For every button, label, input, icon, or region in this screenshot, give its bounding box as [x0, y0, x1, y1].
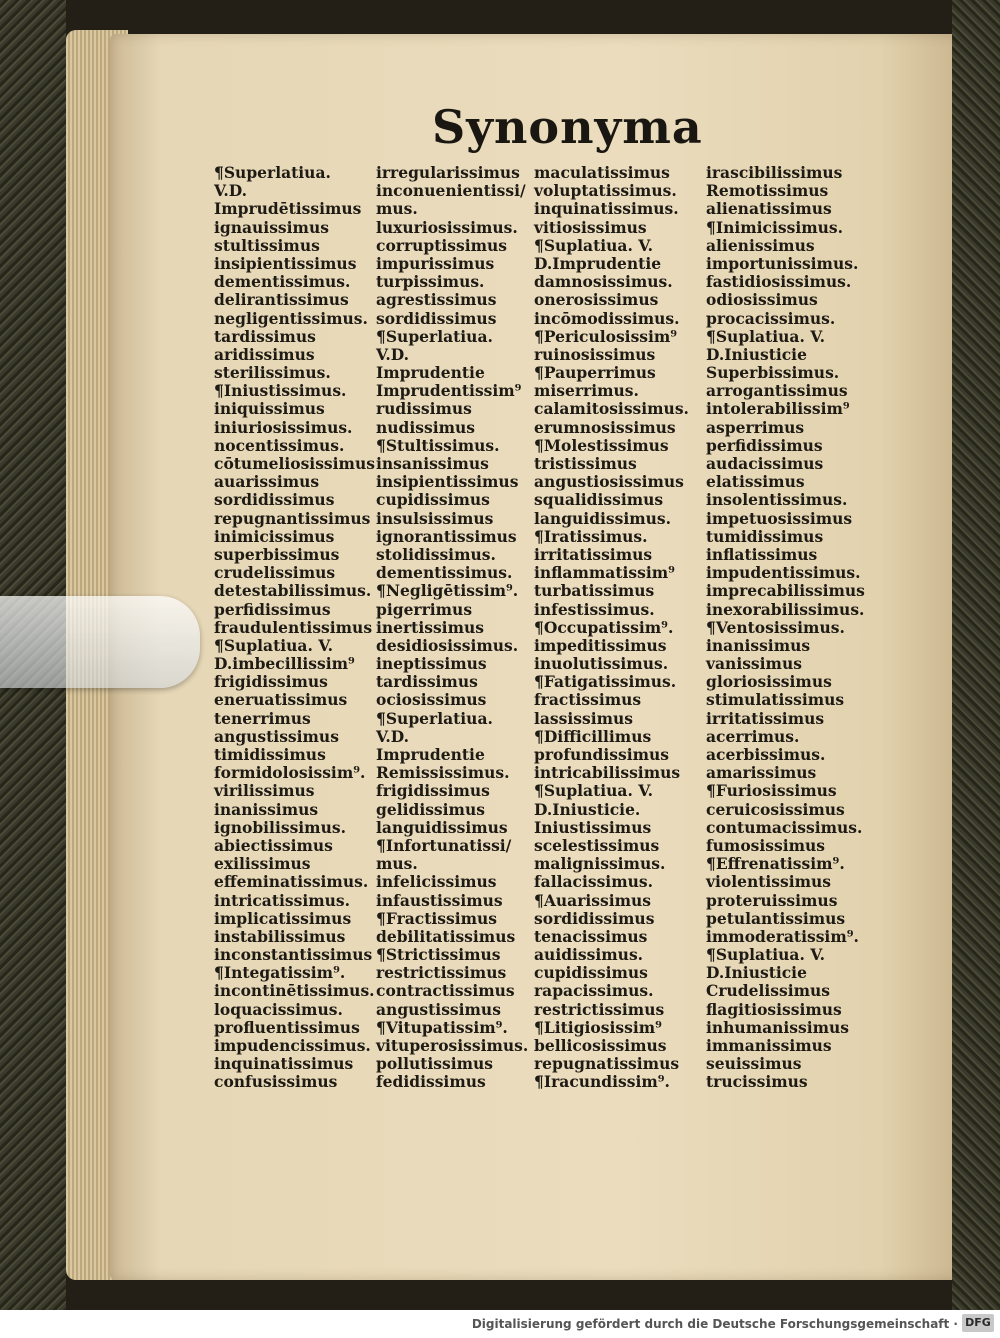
word-entry: proteruissimus	[706, 890, 838, 910]
word-entry: stolidissimus.	[376, 544, 496, 564]
word-entry: loquacissimus.	[214, 999, 343, 1019]
word-entry: odiosissimus	[706, 290, 818, 310]
word-entry: alienatissimus	[706, 199, 832, 219]
word-entry: tardissimus	[376, 672, 478, 692]
word-entry: cōtumeliosissimus	[214, 454, 375, 473]
word-entry: Superbissimus.	[706, 363, 840, 383]
word-entry: ¶Suplatiua. V.	[534, 235, 653, 255]
word-entry: erumnosissimus	[534, 417, 676, 437]
word-entry: lassissimus	[534, 708, 634, 728]
word-entry: squalidissimus	[534, 490, 664, 510]
word-entry: cupidissimus	[376, 490, 490, 510]
word-entry: Imprudentie	[376, 363, 485, 383]
word-entry: repugnatissimus	[534, 1054, 680, 1074]
word-entry: abiectissimus	[214, 835, 333, 855]
word-entry: incōmodissimus.	[534, 308, 680, 328]
word-entry: pollutissimus	[376, 1054, 494, 1074]
word-entry: nocentissimus.	[214, 435, 345, 455]
word-entry: ¶Periculosissim⁹	[534, 326, 678, 346]
word-entry: procacissimus.	[706, 308, 836, 328]
dfg-logo: DFG	[962, 1314, 994, 1332]
word-entry: ¶Stultissimus.	[376, 435, 500, 455]
word-entry: maculatissimus	[534, 163, 670, 182]
word-entry: ¶Difficillimus	[534, 726, 652, 746]
word-entry: impurissimus	[376, 253, 495, 273]
word-entry: fractissimus	[534, 690, 642, 710]
word-entry: ¶Fractissimus	[376, 908, 498, 928]
word-entry: irritatissimus	[534, 544, 653, 564]
word-entry: bellicosissimus	[534, 1036, 667, 1055]
word-entry: immanissimus	[706, 1036, 832, 1055]
word-entry: Remotissimus	[706, 181, 829, 201]
word-entry: vanissimus	[706, 654, 802, 674]
word-column-2	[376, 164, 528, 1092]
word-entry: perfidissimus	[214, 599, 331, 619]
word-entry: corruptissimus	[376, 235, 508, 255]
word-entry: inconstantissimus	[214, 945, 373, 965]
word-entry: Imprudentissim⁹	[376, 381, 522, 401]
word-entry: ¶Superlatiua.	[376, 326, 493, 346]
word-entry: miserrimus.	[534, 381, 639, 401]
word-entry: auidissimus.	[534, 945, 644, 965]
word-entry: ¶Occupatissim⁹.	[534, 617, 674, 637]
word-entry: inertissimus	[376, 617, 484, 637]
word-entry: irritatissimus	[706, 708, 825, 728]
word-entry: Imprudentie	[376, 745, 485, 764]
word-entry: sordidissimus	[214, 490, 335, 510]
word-entry: tenacissimus	[534, 926, 648, 946]
word-entry: stultissimus	[214, 235, 320, 255]
word-entry: intricabilissimus	[534, 763, 681, 783]
word-entry: turpissimus.	[376, 272, 485, 292]
word-entry: delirantissimus	[214, 290, 349, 310]
word-entry: audacissimus	[706, 454, 824, 473]
word-entry: calamitosissimus.	[534, 399, 689, 419]
word-entry: insolentissimus.	[706, 490, 848, 510]
word-entry: asperrimus	[706, 417, 805, 437]
word-entry: confusissimus	[214, 1072, 338, 1092]
word-entry: inuolutissimus.	[534, 654, 669, 674]
word-entry: formidolosissim⁹.	[214, 763, 366, 783]
word-entry: impeditissimus	[534, 635, 667, 655]
word-entry: gloriosissimus	[706, 672, 832, 692]
word-entry: ¶Molestissimus	[534, 435, 669, 455]
word-entry: ¶Pauperrimus	[534, 363, 656, 383]
word-entry: crudelissimus	[214, 563, 336, 583]
word-entry: malignissimus.	[534, 854, 666, 874]
word-entry: ¶Superlatiua.	[214, 163, 331, 182]
word-entry: ¶Suplatiua. V.	[706, 945, 825, 965]
word-entry: instabilissimus	[214, 926, 346, 946]
word-entry: ¶Suplatiua. V.	[214, 635, 333, 655]
word-entry: vitiosissimus	[534, 217, 647, 237]
word-entry: ¶Integatissim⁹.	[214, 963, 346, 983]
word-entry: tenerrimus	[214, 708, 311, 728]
word-entry: angustissimus	[214, 726, 339, 746]
word-entry: petulantissimus	[706, 908, 846, 928]
word-entry: cupidissimus	[534, 963, 648, 983]
word-entry: flagitiosissimus	[706, 999, 842, 1019]
word-column-4	[706, 164, 865, 1092]
word-entry: rapacissimus.	[534, 981, 654, 1001]
word-entry: violentissimus	[706, 872, 832, 892]
word-entry: contumacissimus.	[706, 817, 863, 837]
word-entry: ¶Vitupatissim⁹.	[376, 1017, 508, 1037]
word-entry: superbissimus	[214, 544, 340, 564]
word-entry: ¶Litigiosissim⁹	[534, 1017, 662, 1037]
word-entry: D.Imprudentie	[534, 253, 662, 273]
word-entry: profundissimus	[534, 745, 670, 764]
word-entry: dementissimus.	[376, 563, 513, 583]
word-entry: sordidissimus	[376, 308, 497, 328]
word-entry: onerosissimus	[534, 290, 659, 310]
word-entry: fumosissimus	[706, 835, 826, 855]
word-entry: ineptissimus	[376, 654, 487, 674]
word-entry: Remississimus.	[376, 763, 510, 783]
word-entry: sordidissimus	[534, 908, 655, 928]
word-entry: inquinatissimus.	[534, 199, 679, 219]
word-entry: D.Iniusticie.	[534, 799, 641, 819]
word-entry: seuissimus	[706, 1054, 802, 1074]
word-entry: acerbissimus.	[706, 745, 826, 764]
word-entry: inexorabilissimus.	[706, 599, 865, 619]
word-entry: frigidissimus	[376, 781, 490, 801]
word-entry: irregularissimus	[376, 163, 520, 182]
word-entry: restrictissimus	[376, 963, 507, 983]
word-entry: contractissimus	[376, 981, 515, 1001]
word-entry: tumidissimus	[706, 526, 824, 546]
word-entry: restrictissimus	[534, 999, 665, 1019]
word-entry: fedidissimus	[376, 1072, 486, 1092]
word-entry: negligentissimus.	[214, 308, 368, 328]
word-entry: ¶Superlatiua.	[376, 708, 493, 728]
word-entry: ¶Effrenatissim⁹.	[706, 854, 845, 874]
word-entry: ignobilissimus.	[214, 817, 346, 837]
book-cover-right	[952, 0, 1000, 1310]
word-entry: fastidiosissimus.	[706, 272, 852, 292]
word-entry: implicatissimus	[214, 908, 352, 928]
word-entry: angustissimus	[376, 999, 501, 1019]
word-column-3	[534, 164, 689, 1092]
word-entry: impetuosissimus	[706, 508, 853, 528]
word-entry: inanissimus	[214, 799, 319, 819]
word-entry: insipientissimus	[214, 253, 357, 273]
word-entry: ignauissimus	[214, 217, 329, 237]
word-entry: angustiosissimus	[534, 472, 684, 492]
word-entry: ¶Inimicissimus.	[706, 217, 844, 237]
word-entry: perfidissimus	[706, 435, 823, 455]
word-entry: inflammatissim⁹	[534, 563, 675, 583]
word-entry: desidiosissimus.	[376, 635, 519, 655]
word-entry: ¶Fatigatissimus.	[534, 672, 677, 692]
word-entry: frigidissimus	[214, 672, 328, 692]
word-entry: ¶Strictissimus	[376, 945, 501, 965]
word-entry: inflatissimus	[706, 544, 818, 564]
word-entry: ignorantissimus	[376, 526, 517, 546]
word-entry: inquinatissimus	[214, 1054, 354, 1074]
word-entry: V.D.	[376, 726, 409, 746]
word-entry: luxuriosissimus.	[376, 217, 518, 237]
word-entry: Crudelissimus	[706, 981, 830, 1001]
word-entry: effeminatissimus.	[214, 872, 369, 892]
word-entry: iniquissimus	[214, 399, 325, 419]
word-entry: stimulatissimus	[706, 690, 845, 710]
word-entry: sterilissimus.	[214, 363, 331, 383]
word-entry: mus.	[376, 854, 418, 874]
word-entry: D.Iniusticie	[706, 963, 807, 983]
word-entry: ruinosissimus	[534, 344, 656, 364]
word-entry: gelidissimus	[376, 799, 485, 819]
word-entry: damnosissimus.	[534, 272, 673, 292]
word-entry: aridissimus	[214, 344, 315, 364]
word-entry: importunissimus.	[706, 253, 859, 273]
word-column-1	[214, 164, 375, 1092]
word-entry: D.Iniusticie	[706, 344, 807, 364]
word-entry: inhumanissimus	[706, 1017, 850, 1037]
word-entry: insanissimus	[376, 454, 489, 473]
word-entry: infelicissimus	[376, 872, 497, 892]
word-entry: rudissimus	[376, 399, 472, 419]
word-entry: ¶Suplatiua. V.	[534, 781, 653, 801]
word-entry: ¶Auarissimus	[534, 890, 651, 910]
word-entry: tristissimus	[534, 454, 637, 473]
word-entry: mus.	[376, 199, 418, 219]
word-entry: Imprudētissimus	[214, 199, 362, 219]
word-entry: ¶Iracundissim⁹.	[534, 1072, 670, 1092]
word-entry: auarissimus	[214, 472, 320, 492]
word-entry: languidissimus	[376, 817, 508, 837]
word-entry: irascibilissimus	[706, 163, 843, 182]
word-entry: intricatissimus.	[214, 890, 351, 910]
word-entry: inimicissimus	[214, 526, 335, 546]
word-entry: iniuriosissimus.	[214, 417, 353, 437]
word-entry: infaustissimus	[376, 890, 503, 910]
word-entry: tardissimus	[214, 326, 316, 346]
word-entry: dementissimus.	[214, 272, 351, 292]
word-entry: insipientissimus	[376, 472, 519, 492]
word-entry: ¶Suplatiua. V.	[706, 326, 825, 346]
word-entry: languidissimus.	[534, 508, 672, 528]
word-entry: intolerabilissim⁹	[706, 399, 850, 419]
word-entry: debilitatissimus	[376, 926, 516, 946]
word-entry: immoderatissim⁹.	[706, 926, 859, 946]
word-entry: amarissimus	[706, 763, 817, 783]
word-entry: ¶Ventosissimus.	[706, 617, 845, 637]
word-entry: insulsissimus	[376, 508, 494, 528]
word-entry: trucissimus	[706, 1072, 808, 1092]
word-entry: exilissimus	[214, 854, 311, 874]
word-entry: scelestissimus	[534, 835, 660, 855]
word-entry: elatissimus	[706, 472, 805, 492]
word-entry: incontinētissimus.	[214, 981, 375, 1001]
word-entry: fraudulentissimus	[214, 617, 373, 637]
word-entry: ¶Iniustissimus.	[214, 381, 347, 401]
word-entry: alienissimus	[706, 235, 815, 255]
word-entry: inconuenientissi/	[376, 181, 526, 201]
word-entry: Iniustissimus	[534, 817, 652, 837]
word-entry: ¶Furiosissimus	[706, 781, 837, 801]
word-entry: virilissimus	[214, 781, 315, 801]
word-entry: eneruatissimus	[214, 690, 348, 710]
word-entry: D.imbecillissim⁹	[214, 654, 355, 674]
word-entry: fallacissimus.	[534, 872, 653, 892]
word-entry: V.D.	[214, 181, 247, 201]
glass-page-holder	[0, 596, 200, 688]
word-entry: acerrimus.	[706, 726, 800, 746]
word-entry: ociosissimus	[376, 690, 487, 710]
word-entry: profluentissimus	[214, 1017, 360, 1037]
word-entry: pigerrimus	[376, 599, 473, 619]
word-entry: turbatissimus	[534, 581, 655, 601]
word-entry: ¶Negligētissim⁹.	[376, 581, 519, 601]
word-entry: vituperosissimus.	[376, 1036, 529, 1055]
word-entry: inanissimus	[706, 635, 811, 655]
word-entry: impudentissimus.	[706, 563, 861, 583]
word-entry: infestissimus.	[534, 599, 655, 619]
word-entry: ¶Infortunatissi/	[376, 835, 512, 855]
word-entry: ¶Iratissimus.	[534, 526, 648, 546]
word-entry: V.D.	[376, 344, 409, 364]
word-entry: detestabilissimus.	[214, 581, 372, 601]
word-entry: agrestissimus	[376, 290, 497, 310]
word-entry: timidissimus	[214, 745, 326, 764]
word-entry: repugnantissimus	[214, 508, 371, 528]
word-entry: arrogantissimus	[706, 381, 848, 401]
word-entry: voluptatissimus.	[534, 181, 677, 201]
word-entry: impudencissimus.	[214, 1036, 371, 1055]
funding-credit: Digitalisierung gefördert durch die Deutsche Forschungsgemeinschaft ·	[471, 1317, 958, 1331]
word-entry: nudissimus	[376, 417, 476, 437]
page-heading: Synonyma	[432, 100, 703, 154]
word-entry: imprecabilissimus	[706, 581, 865, 601]
word-entry: ceruicosissimus	[706, 799, 845, 819]
